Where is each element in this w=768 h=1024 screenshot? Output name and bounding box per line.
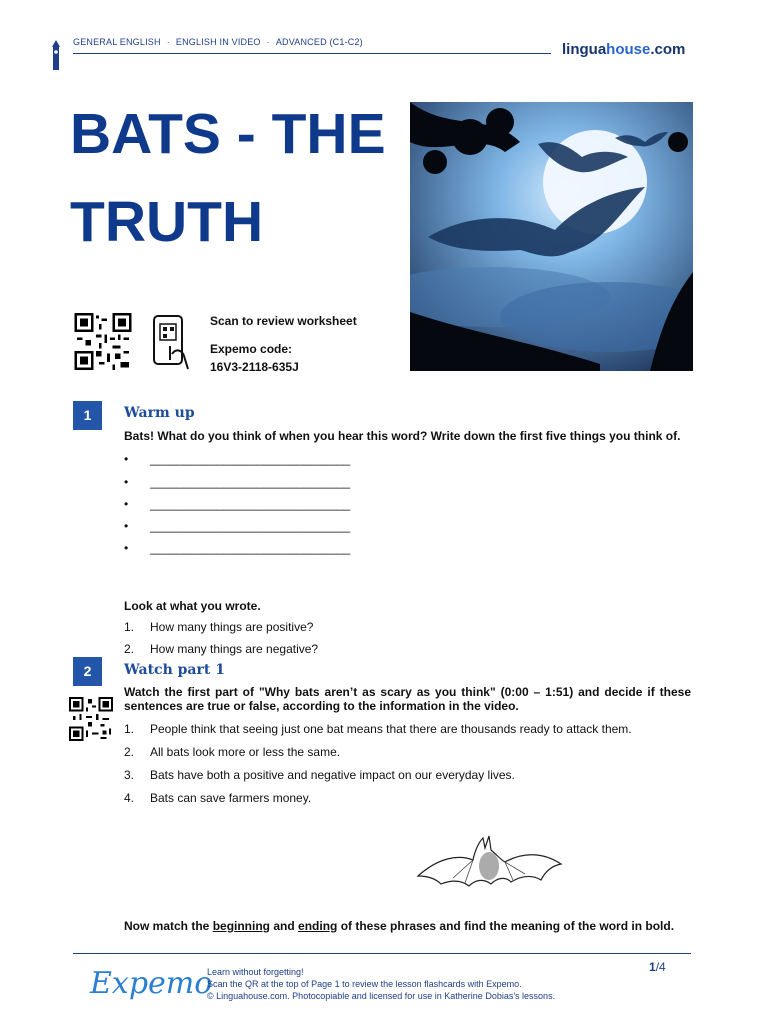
blank: ______________________________ [150, 497, 351, 511]
title-line: BATS - THE [70, 102, 386, 166]
answer-line[interactable] [124, 541, 350, 555]
statement-text: All bats look more or less the same. [150, 745, 341, 759]
page-number [649, 960, 666, 974]
phone-scan-icon [152, 314, 192, 371]
answer-line[interactable] [124, 519, 350, 533]
bats-moon-image [410, 102, 693, 371]
footer-divider [73, 953, 691, 954]
expemo-code: 16V3-2118-635J [210, 360, 299, 374]
answer-line[interactable] [124, 452, 350, 466]
footer-text [207, 966, 555, 1002]
bullet: • [124, 452, 129, 466]
list-item [124, 642, 318, 656]
list-number: 4. [124, 791, 135, 805]
match-text: Now match the [124, 919, 213, 933]
statement-item [124, 768, 515, 782]
warmup-instruction: Bats! What do you think of when you hear this word? Write down the first five things you think of. [124, 429, 681, 443]
look-instruction: Look at what you wrote. [124, 599, 261, 613]
scan-label: Scan to review worksheet [210, 314, 357, 328]
blank: ______________________________ [150, 541, 351, 555]
match-underlined: ending [298, 919, 338, 933]
statement-item [124, 745, 340, 759]
brand-suffix: .com [650, 41, 686, 58]
brand-highlight: house [606, 41, 651, 58]
video-qr-code-icon[interactable] [69, 697, 113, 741]
section-number: 2 [73, 657, 102, 686]
qr-code-icon[interactable] [73, 313, 133, 370]
watch-instruction: Watch the first part of "Why bats aren’t as scary as you think" (0:00 – 1:51) and decide if these sentences are true or false, according to the information in the video. [124, 685, 691, 713]
statement-item [124, 791, 311, 805]
brand-logo[interactable] [562, 41, 685, 58]
blank: ______________________________ [150, 475, 351, 489]
footer-line: Learn without forgetting! [207, 967, 304, 977]
title-line: TRUTH [70, 190, 264, 254]
blank: ______________________________ [150, 519, 351, 533]
match-underlined: beginning [212, 919, 271, 933]
statement-text: Bats can save farmers money. [150, 791, 312, 805]
breadcrumb-item[interactable]: GENERAL ENGLISH [73, 37, 161, 47]
footer-line: © Linguahouse.com. Photocopiable and licensed for use in Katherine Dobias's lessons. [207, 991, 556, 1001]
list-text: How many things are positive? [150, 620, 314, 634]
section-title: Watch part 1 [124, 662, 225, 678]
list-number: 1. [124, 722, 135, 736]
page-title [70, 90, 410, 266]
match-text: of these phrases and find the meaning of the word in bold. [337, 919, 675, 933]
bullet: • [124, 497, 129, 511]
brand-prefix: lingua [562, 41, 607, 58]
breadcrumb-item[interactable]: ADVANCED (C1-C2) [275, 37, 363, 47]
expemo-code-label: Expemo code: [210, 342, 293, 356]
breadcrumb-item[interactable]: ENGLISH IN VIDEO [175, 37, 261, 47]
section-number: 1 [73, 401, 102, 430]
expemo-logo[interactable]: Expemo [90, 966, 213, 1001]
answer-line[interactable] [124, 475, 350, 489]
scan-info [210, 312, 357, 376]
header-divider [73, 53, 551, 54]
bullet: • [124, 475, 129, 489]
bullet: • [124, 541, 129, 555]
statement-item [124, 722, 632, 736]
list-number: 2. [124, 642, 135, 656]
footer-line: Scan the QR at the top of Page 1 to review the lesson flashcards with Expemo. [207, 979, 522, 989]
list-text: How many things are negative? [150, 642, 319, 656]
list-item [124, 620, 313, 634]
statement-text: Bats have both a positive and negative impact on our everyday lives. [150, 768, 515, 782]
list-number: 3. [124, 768, 135, 782]
bullet: • [124, 519, 129, 533]
big-ben-icon [50, 40, 62, 70]
answer-line[interactable] [124, 497, 350, 511]
breadcrumb: GENERAL ENGLISH · ENGLISH IN VIDEO · ADVANCED (C1-C2) [73, 37, 363, 47]
blank: ______________________________ [150, 452, 351, 466]
match-text: and [270, 919, 299, 933]
list-number: 2. [124, 745, 135, 759]
page-total: /4 [655, 960, 666, 974]
list-number: 1. [124, 620, 135, 634]
section-title: Warm up [124, 405, 195, 421]
page-current: 1 [649, 960, 656, 974]
bat-illustration [413, 828, 563, 900]
statement-text: People think that seeing just one bat means that there are thousands ready to attack them. [150, 722, 632, 736]
match-instruction [124, 918, 674, 934]
